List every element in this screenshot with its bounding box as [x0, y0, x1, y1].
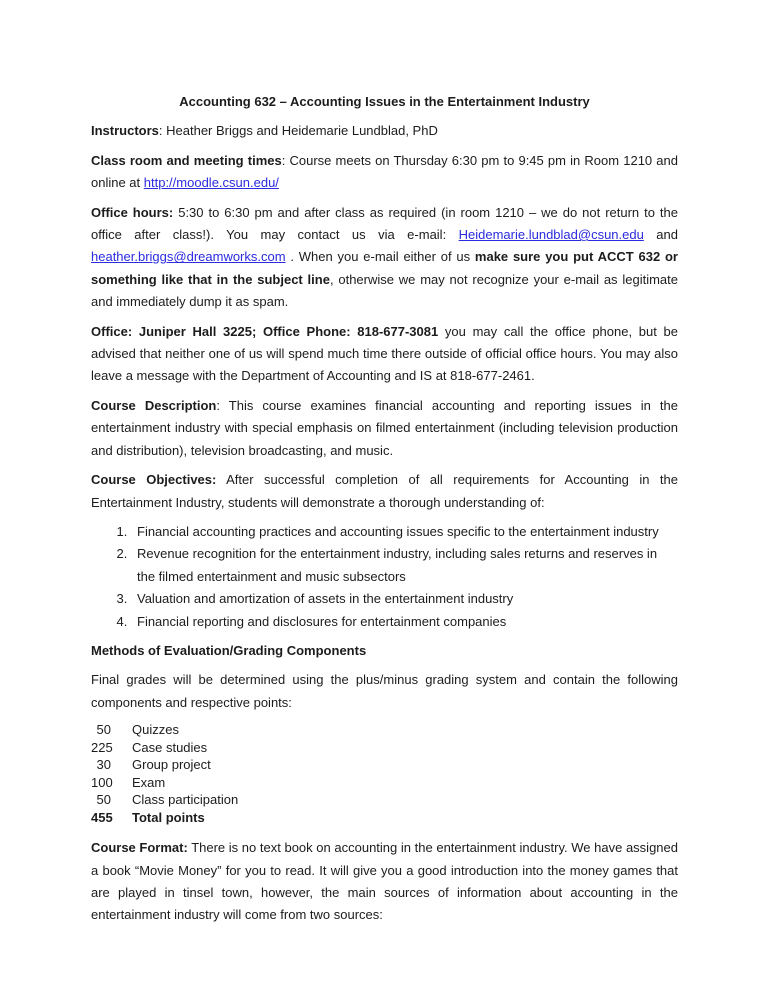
points-value: 225 — [91, 739, 113, 755]
points-value: 455 — [91, 809, 113, 825]
text-run: Instructors — [91, 123, 159, 139]
points-row — [91, 791, 678, 809]
text-run: : Heather Briggs and Heidemarie Lundblad, PhD — [158, 123, 438, 139]
points-row — [91, 739, 678, 757]
text-run: : Course meets on Thursday 6:30 pm to 9:45 pm in Room 1210 and online at — [91, 152, 678, 191]
text-run: : This course examines financial accounting and reporting issues in the entertainment industry with special emphasis on filmed entertainment (including television production and distribution), television broadcasting, and music. — [91, 397, 679, 458]
points-label: Exam — [132, 774, 166, 790]
classroom-meeting-times-paragraph — [91, 150, 678, 195]
points-label: Case studies — [132, 739, 208, 755]
points-label: Quizzes — [132, 722, 179, 738]
instructors-paragraph — [91, 120, 678, 142]
text-run: After successful completion of all requirements for Accounting in the Entertainment Industry, students will demonstrate a thorough understanding of: — [91, 472, 678, 510]
final-grades-paragraph — [91, 669, 678, 714]
methods-of-evaluation-heading: Methods of Evaluation/Grading Components — [91, 642, 367, 658]
points-row — [91, 721, 678, 739]
points-label: Total points — [132, 809, 205, 825]
objective-item: 2. Revenue recognition for the entertainment industry, including sales returns and reserves in the filmed entertainment and music subsectors — [131, 543, 678, 588]
text-run: . When you e-mail either of us — [285, 249, 475, 265]
text-run: Class room and meeting times — [91, 152, 282, 168]
points-label: Group project — [132, 757, 211, 773]
points-row — [91, 756, 678, 774]
text-run: Course Format: — [91, 840, 188, 856]
points-value: 50 — [96, 792, 111, 808]
objective-item: 3. Valuation and amortization of assets in the entertainment industry — [131, 588, 678, 610]
text-run: make sure you put ACCT 632 or something like that in the subject line — [91, 249, 678, 287]
course-description-paragraph — [91, 395, 678, 462]
text-run: Course Description — [91, 397, 217, 413]
briggs-email-link[interactable]: heather.briggs@dreamworks.com — [91, 249, 286, 265]
lundblad-email-link[interactable]: Heidemarie.lundblad@csun.edu — [458, 227, 644, 243]
objective-item: 4. Financial reporting and disclosures for entertainment companies — [131, 611, 678, 633]
course-objectives-list — [91, 521, 678, 633]
objective-item: 1. Financial accounting practices and accounting issues specific to the entertainment industry — [131, 521, 678, 543]
text-run: Office hours: — [91, 204, 174, 220]
text-run: Final grades will be determined using the plus/minus grading system and contain the following components and respective points: — [91, 672, 678, 710]
text-run: , otherwise we may not recognize your e-mail as legitimate and immediately dump it as spam. — [91, 271, 678, 310]
course-format-paragraph — [91, 837, 678, 927]
text-run: Office: Juniper Hall 3225; Office Phone: 818-677-3081 — [91, 323, 439, 339]
points-value: 30 — [96, 757, 111, 773]
text-run: 5:30 to 6:30 pm and after class as required (in room 1210 – we do not return to the office after class!). You may contact us via e-mail: — [91, 204, 678, 243]
moodle-link[interactable]: http://moodle.csun.edu/ — [143, 175, 279, 191]
points-value: 50 — [96, 722, 111, 738]
points-row — [91, 809, 678, 827]
points-row — [91, 774, 678, 792]
points-value: 100 — [91, 774, 113, 790]
office-hours-paragraph — [91, 202, 678, 314]
course-objectives-paragraph — [91, 469, 678, 514]
document-title: Accounting 632 – Accounting Issues in the Entertainment Industry — [179, 94, 590, 109]
text-run: you may call the office phone, but be advised that neither one of us will spend much time there outside of official office hours. You may also leave a message with the Department of Accounting and IS at 818-677-2461. — [91, 323, 678, 384]
text-run: and — [643, 227, 678, 243]
text-run: Course Objectives: — [91, 472, 217, 488]
text-run: There is no text book on accounting in the entertainment industry. We have assigned a book “Movie Money” for you to read. It will give you a good introduction into the money games that are played in tinsel town, however, the main sources of information about accounting in the entertainment industry will come from two sources: — [91, 840, 678, 923]
points-label: Class participation — [132, 792, 239, 808]
office-location-paragraph — [91, 321, 678, 388]
grading-points-table — [91, 721, 678, 826]
